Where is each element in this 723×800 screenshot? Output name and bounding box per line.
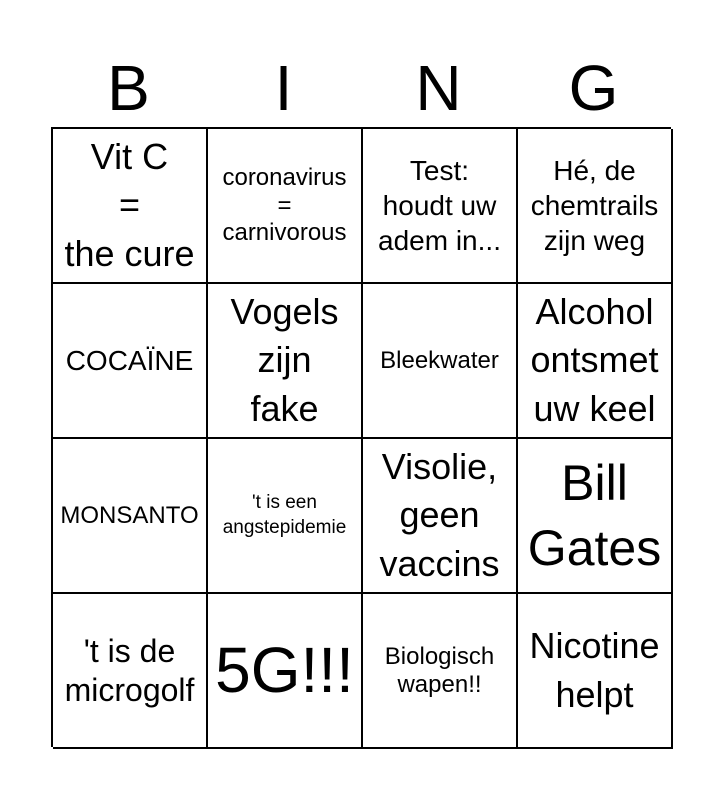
cell-text: Test: houdt uw adem in...: [378, 155, 501, 256]
cell-text: Nicotine helpt: [529, 624, 660, 715]
bingo-board: [51, 127, 671, 747]
bingo-cell[interactable]: [363, 284, 518, 439]
bingo-cell[interactable]: [53, 594, 208, 749]
bingo-cell[interactable]: [363, 129, 518, 284]
cell-text: coronavirus = carnivorous: [222, 164, 347, 247]
bingo-cell[interactable]: [363, 439, 518, 594]
cell-text: Hé, de chemtrails zijn weg: [530, 155, 659, 256]
cell-text: Biologisch wapen!!: [384, 642, 495, 698]
bingo-cell[interactable]: [208, 129, 363, 284]
bingo-cell[interactable]: [518, 284, 673, 439]
bingo-cell[interactable]: [208, 594, 363, 749]
header-letter-i: I: [274, 52, 293, 124]
bingo-header: [51, 48, 671, 128]
bingo-cell[interactable]: [363, 594, 518, 749]
cell-text: Bill Gates: [527, 454, 662, 576]
cell-text: Vit C = the cure: [64, 135, 195, 274]
cell-text: 5G!!!: [215, 634, 354, 707]
bingo-cell[interactable]: [518, 594, 673, 749]
bingo-cell[interactable]: [53, 439, 208, 594]
bingo-cell[interactable]: [53, 129, 208, 284]
bingo-cell[interactable]: [518, 439, 673, 594]
header-letter-n: N: [415, 52, 462, 124]
cell-text: 't is een angstepidemie: [222, 491, 347, 538]
cell-text: 't is de microgolf: [64, 633, 195, 708]
header-letter-g: G: [568, 52, 619, 124]
bingo-cell[interactable]: [53, 284, 208, 439]
bingo-cell[interactable]: [208, 284, 363, 439]
bingo-cell[interactable]: [208, 439, 363, 594]
header-letter-b: B: [107, 52, 150, 124]
cell-text: MONSANTO: [60, 501, 199, 529]
cell-text: COCAÏNE: [65, 345, 194, 376]
cell-text: Bleekwater: [380, 346, 499, 374]
cell-text: Vogels zijn fake: [230, 290, 339, 429]
bingo-cell[interactable]: [518, 129, 673, 284]
cell-text: Visolie, geen vaccins: [379, 445, 500, 584]
cell-text: Alcohol ontsmet uw keel: [530, 290, 659, 429]
